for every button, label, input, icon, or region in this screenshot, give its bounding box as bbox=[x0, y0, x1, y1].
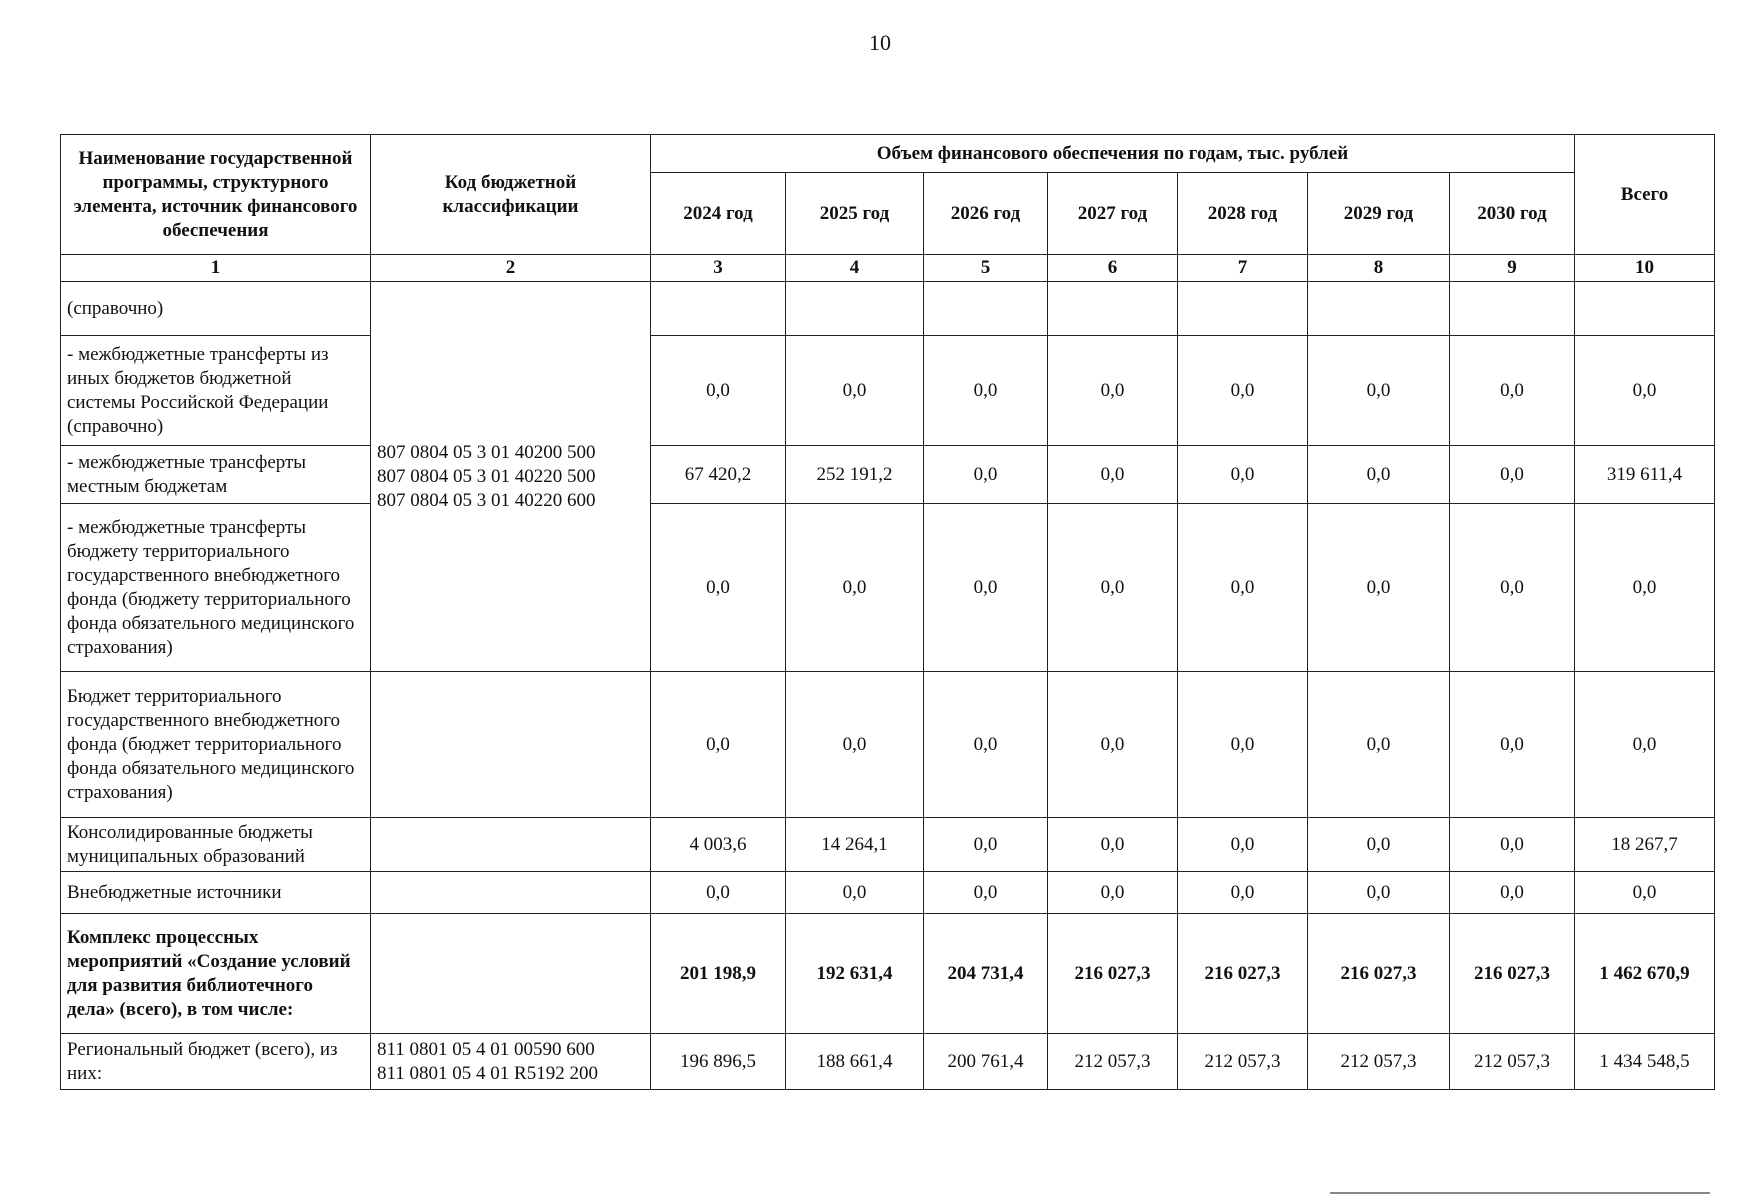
page-number: 10 bbox=[869, 30, 891, 55]
row-code bbox=[371, 818, 651, 872]
table-row bbox=[61, 504, 1715, 672]
value-cell: 212 057,3 bbox=[1308, 1034, 1450, 1090]
value-cell: 0,0 bbox=[924, 672, 1048, 818]
value-cell: 0,0 bbox=[1575, 872, 1715, 914]
table-row bbox=[61, 872, 1715, 914]
column-number: 7 bbox=[1178, 255, 1308, 282]
header-year: 2027 год bbox=[1048, 173, 1178, 255]
value-cell: 0,0 bbox=[1048, 818, 1178, 872]
value-cell: 0,0 bbox=[924, 336, 1048, 446]
value-cell: 0,0 bbox=[1308, 336, 1450, 446]
value-cell: 0,0 bbox=[1308, 872, 1450, 914]
value-cell: 0,0 bbox=[786, 672, 924, 818]
value-cell: 0,0 bbox=[1308, 672, 1450, 818]
header-year: 2026 год bbox=[924, 173, 1048, 255]
value-cell: 0,0 bbox=[1575, 672, 1715, 818]
value-cell: 0,0 bbox=[651, 336, 786, 446]
column-number: 6 bbox=[1048, 255, 1178, 282]
value-cell: 0,0 bbox=[1450, 446, 1575, 504]
table-row bbox=[61, 818, 1715, 872]
value-cell: 0,0 bbox=[1048, 336, 1178, 446]
value-cell: 0,0 bbox=[1575, 336, 1715, 446]
value-cell: 212 057,3 bbox=[1450, 1034, 1575, 1090]
value-cell: 0,0 bbox=[1178, 446, 1308, 504]
value-cell: 0,0 bbox=[1575, 504, 1715, 672]
value-cell: 196 896,5 bbox=[651, 1034, 786, 1090]
value-cell: 0,0 bbox=[1178, 818, 1308, 872]
value-cell: 201 198,9 bbox=[651, 914, 786, 1034]
value-cell: 0,0 bbox=[651, 504, 786, 672]
row-name: Бюджет территориального государственного внебюджетного фонда (бюджет территориального фонда обязательного медицинского страхования) bbox=[61, 672, 371, 818]
value-cell: 18 267,7 bbox=[1575, 818, 1715, 872]
header-year: 2028 год bbox=[1178, 173, 1308, 255]
header-year: 2029 год bbox=[1308, 173, 1450, 255]
value-cell: 0,0 bbox=[651, 872, 786, 914]
value-cell: 0,0 bbox=[1308, 446, 1450, 504]
budget-table bbox=[60, 134, 1715, 1090]
value-cell: 0,0 bbox=[786, 504, 924, 672]
row-name: Консолидированные бюджеты муниципальных образований bbox=[61, 818, 371, 872]
row-name: - межбюджетные трансферты бюджету территориального государственного внебюджетного фонда (бюджету территориального фонда обязательного медицинского страхования) bbox=[61, 504, 371, 672]
column-number: 3 bbox=[651, 255, 786, 282]
value-cell: 216 027,3 bbox=[1450, 914, 1575, 1034]
column-number: 9 bbox=[1450, 255, 1575, 282]
value-cell: 0,0 bbox=[1048, 872, 1178, 914]
value-cell: 0,0 bbox=[1450, 504, 1575, 672]
value-cell bbox=[1178, 282, 1308, 336]
value-cell: 192 631,4 bbox=[786, 914, 924, 1034]
value-cell: 204 731,4 bbox=[924, 914, 1048, 1034]
value-cell: 67 420,2 bbox=[651, 446, 786, 504]
value-cell: 0,0 bbox=[1048, 446, 1178, 504]
table-row bbox=[61, 446, 1715, 504]
column-number: 2 bbox=[371, 255, 651, 282]
value-cell: 0,0 bbox=[924, 818, 1048, 872]
value-cell bbox=[651, 282, 786, 336]
value-cell: 216 027,3 bbox=[1178, 914, 1308, 1034]
column-number: 8 bbox=[1308, 255, 1450, 282]
code-line: 807 0804 05 3 01 40220 500 bbox=[377, 465, 596, 487]
row-name: Комплекс процессных мероприятий «Создание условий для развития библиотечного дела» (всего), в том числе: bbox=[61, 914, 371, 1034]
value-cell: 0,0 bbox=[1308, 504, 1450, 672]
value-cell: 0,0 bbox=[1308, 818, 1450, 872]
value-cell: 0,0 bbox=[1450, 672, 1575, 818]
value-cell: 1 434 548,5 bbox=[1575, 1034, 1715, 1090]
header-code: Код бюджетной классификации bbox=[371, 135, 651, 255]
value-cell: 0,0 bbox=[786, 872, 924, 914]
column-number: 1 bbox=[61, 255, 371, 282]
value-cell: 1 462 670,9 bbox=[1575, 914, 1715, 1034]
code-line: 807 0804 05 3 01 40220 600 bbox=[377, 489, 596, 511]
value-cell: 319 611,4 bbox=[1575, 446, 1715, 504]
value-cell bbox=[1308, 282, 1450, 336]
header-year: 2030 год bbox=[1450, 173, 1575, 255]
value-cell: 0,0 bbox=[1178, 872, 1308, 914]
header-total: Всего bbox=[1575, 135, 1715, 255]
table-row bbox=[61, 914, 1715, 1034]
row-name: Региональный бюджет (всего), из них: bbox=[61, 1034, 371, 1090]
value-cell: 216 027,3 bbox=[1308, 914, 1450, 1034]
footer-rule bbox=[1330, 1192, 1710, 1194]
value-cell: 0,0 bbox=[651, 672, 786, 818]
value-cell bbox=[1575, 282, 1715, 336]
value-cell: 212 057,3 bbox=[1178, 1034, 1308, 1090]
value-cell: 200 761,4 bbox=[924, 1034, 1048, 1090]
value-cell: 216 027,3 bbox=[1048, 914, 1178, 1034]
value-cell: 4 003,6 bbox=[651, 818, 786, 872]
row-name: - межбюджетные трансферты из иных бюджетов бюджетной системы Российской Федерации (справочно) bbox=[61, 336, 371, 446]
value-cell: 0,0 bbox=[786, 336, 924, 446]
row-name: Внебюджетные источники bbox=[61, 872, 371, 914]
value-cell: 0,0 bbox=[1048, 672, 1178, 818]
value-cell: 0,0 bbox=[1450, 872, 1575, 914]
row-name: - межбюджетные трансферты местным бюджетам bbox=[61, 446, 371, 504]
row-code bbox=[371, 1034, 651, 1090]
header-name: Наименование государственной программы, структурного элемента, источник финансового обеспечения bbox=[61, 135, 371, 255]
value-cell: 0,0 bbox=[1178, 336, 1308, 446]
code-line: 811 0801 05 4 01 00590 600 bbox=[377, 1038, 595, 1060]
value-cell bbox=[1048, 282, 1178, 336]
row-name: (справочно) bbox=[61, 282, 371, 336]
row-code bbox=[371, 672, 651, 818]
column-number: 10 bbox=[1575, 255, 1715, 282]
row-code bbox=[371, 914, 651, 1034]
value-cell bbox=[786, 282, 924, 336]
value-cell: 188 661,4 bbox=[786, 1034, 924, 1090]
table-row bbox=[61, 1034, 1715, 1090]
value-cell: 0,0 bbox=[1048, 504, 1178, 672]
value-cell: 0,0 bbox=[924, 504, 1048, 672]
column-number: 5 bbox=[924, 255, 1048, 282]
column-number: 4 bbox=[786, 255, 924, 282]
value-cell: 14 264,1 bbox=[786, 818, 924, 872]
value-cell: 212 057,3 bbox=[1048, 1034, 1178, 1090]
row-code bbox=[371, 282, 651, 672]
table-row bbox=[61, 336, 1715, 446]
header-year: 2024 год bbox=[651, 173, 786, 255]
row-code bbox=[371, 872, 651, 914]
value-cell: 0,0 bbox=[1450, 336, 1575, 446]
header-year: 2025 год bbox=[786, 173, 924, 255]
code-line: 807 0804 05 3 01 40200 500 bbox=[377, 441, 596, 463]
value-cell: 0,0 bbox=[924, 446, 1048, 504]
value-cell bbox=[924, 282, 1048, 336]
value-cell: 0,0 bbox=[924, 872, 1048, 914]
value-cell: 252 191,2 bbox=[786, 446, 924, 504]
value-cell bbox=[1450, 282, 1575, 336]
table-row bbox=[61, 282, 1715, 336]
code-line: 811 0801 05 4 01 R5192 200 bbox=[377, 1062, 598, 1084]
value-cell: 0,0 bbox=[1450, 818, 1575, 872]
table-row bbox=[61, 672, 1715, 818]
value-cell: 0,0 bbox=[1178, 504, 1308, 672]
value-cell: 0,0 bbox=[1178, 672, 1308, 818]
header-volume: Объем финансового обеспечения по годам, тыс. рублей bbox=[651, 135, 1575, 173]
